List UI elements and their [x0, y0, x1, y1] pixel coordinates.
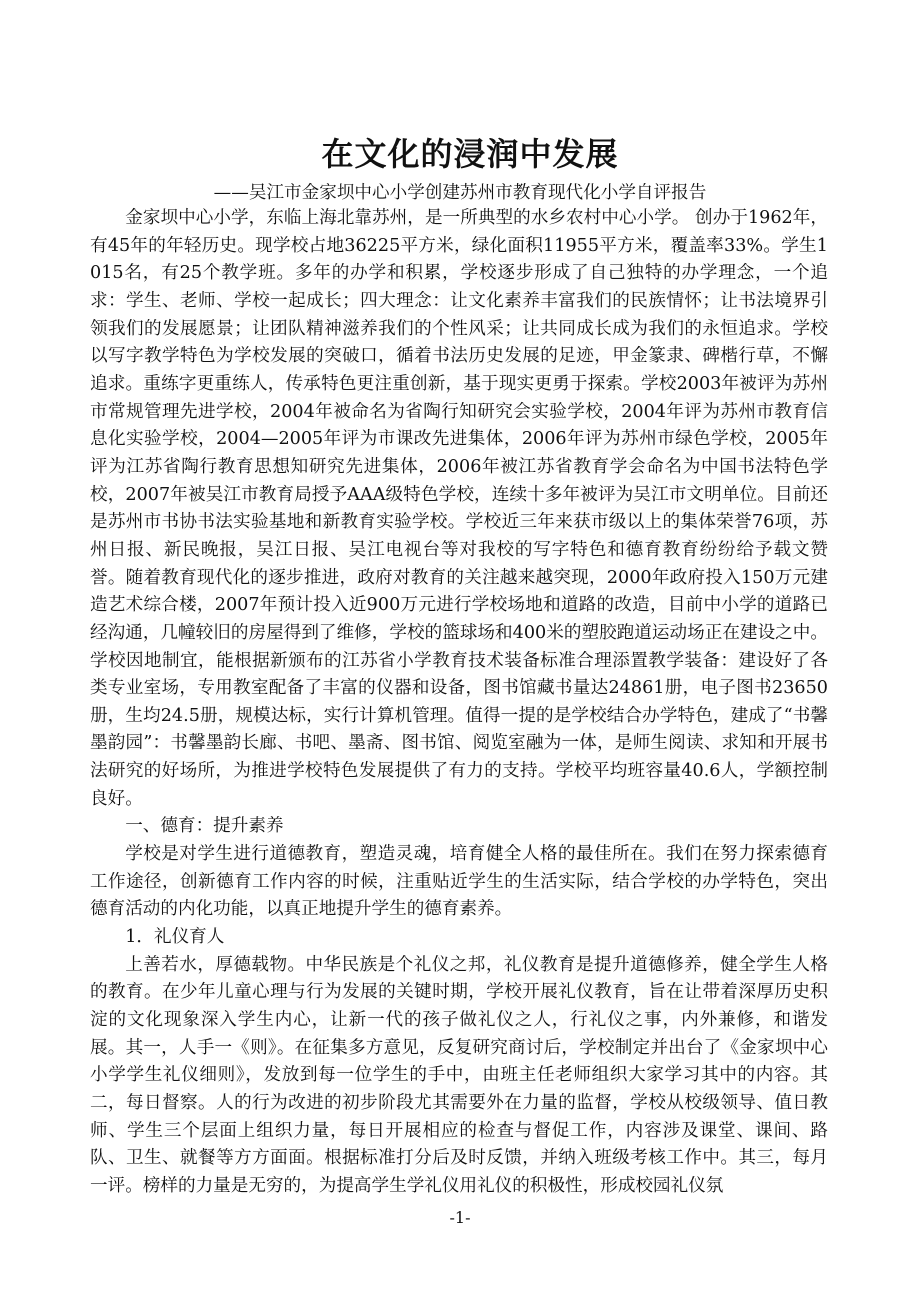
document-subtitle: ——吴江市金家坝中心小学创建苏州市教育现代化小学自评报告	[213, 183, 707, 203]
paragraph-moral-education: 学校是对学生进行道德教育，塑造灵魂，培育健全人格的最佳所在。我们在努力探索德育工作途径，创新德育工作内容的时候，注重贴近学生的生活实际，结合学校的办学特色，突出德育活动的内化功能，以真正地提升学生的德育素养。	[90, 844, 828, 920]
section-heading-moral-education: 一、德育：提升素养	[125, 816, 284, 837]
subsection-heading-etiquette: 1．礼仪育人	[125, 927, 225, 948]
page-number: -1-	[449, 1208, 471, 1227]
paragraph-etiquette: 上善若水，厚德载物。中华民族是个礼仪之邦，礼仪教育是提升道德修养，健全学生人格的教育。在少年儿童心理与行为发展的关键时期，学校开展礼仪教育，旨在让带着深厚历史积淀的文化现象深入学生内心，让新一代的孩子做礼仪之人，行礼仪之事，内外兼修，和谐发展。其一，人手一《则》。在征集多方意见，反复研究商讨后，学校制定并出台了《金家坝中心小学学生礼仪细则》，发放到每一位学生的手中，由班主任老师组织大家学习其中的内容。其二，每日督察。人的行为改进的初步阶段尤其需要外在力量的监督，学校从校级领导、值日教师、学生三个层面上组织力量，每日开展相应的检查与督促工作，内容涉及课堂、课间、路队、卫生、就餐等方方面面。根据标准打分后及时反馈，并纳入班级考核工作中。其三，每月一评。榜样的力量是无穷的，为提高学生学礼仪用礼仪的积极性，形成校园礼仪氛	[90, 954, 828, 1196]
document-body	[90, 205, 828, 1201]
document-title: 在文化的浸润中发展	[321, 135, 619, 173]
paragraph-introduction: 金家坝中心小学，东临上海北靠苏州，是一所典型的水乡农村中心小学。 创办于1962年，有45年的年轻历史。现学校占地36225平方米，绿化面积11955平方米，覆盖率33%。学生1015名，有25个教学班。多年的办学和积累，学校逐步形成了自己独特的办学理念，一个追求：学生、老师、学校一起成长；四大理念：让文化素养丰富我们的民族情怀；让书法境界引领我们的发展愿景；让团队精神滋养我们的个性风采；让共同成长成为我们的永恒追求。学校以写字教学特色为学校发展的突破口，循着书法历史发展的足迹，甲金篆隶、碑楷行草，不懈追求。重练字更重练人，传承特色更注重创新，基于现实更勇于探索。学校2003年被评为苏州市常规管理先进学校，2004年被命名为省陶行知研究会实验学校，2004年评为苏州市教育信息化实验学校，2004—2005年评为市课改先进集体，2006年评为苏州市绿色学校，2005年评为江苏省陶行教育思想知研究先进集体，2006年被江苏省教育学会命名为中国书法特色学校，2007年被吴江市教育局授予AAA级特色学校，连续十多年被评为吴江市文明单位。目前还是苏州市书协书法实验基地和新教育实验学校。学校近三年来获市级以上的集体荣誉76项，苏州日报、新民晚报，吴江日报、吴江电视台等对我校的写字特色和德育教育纷纷给予载文赞誉。随着教育现代化的逐步推进，政府对教育的关注越来越突现，2000年政府投入150万元建造艺术综合楼，2007年预计投入近900万元进行学校场地和道路的改造，目前中小学的道路已经沟通，几幢较旧的房屋得到了维修，学校的篮球场和400米的塑胶跑道运动场正在建设之中。学校因地制宜，能根据新颁布的江苏省小学教育技术装备标准合理添置教学装备：建设好了各类专业室场，专用教室配备了丰富的仪器和设备，图书馆藏书量达24861册，电子图书23650册，生均24.5册，规模达标，实行计算机管理。值得一提的是学校结合办学特色，建成了“书馨墨韵园”：书馨墨韵长廊、书吧、墨斋、图书馆、阅览室融为一体，是师生阅读、求知和开展书法研究的好场所，为推进学校特色发展提供了有力的支持。学校平均班容量40.6人，学额控制良好。	[90, 208, 828, 809]
